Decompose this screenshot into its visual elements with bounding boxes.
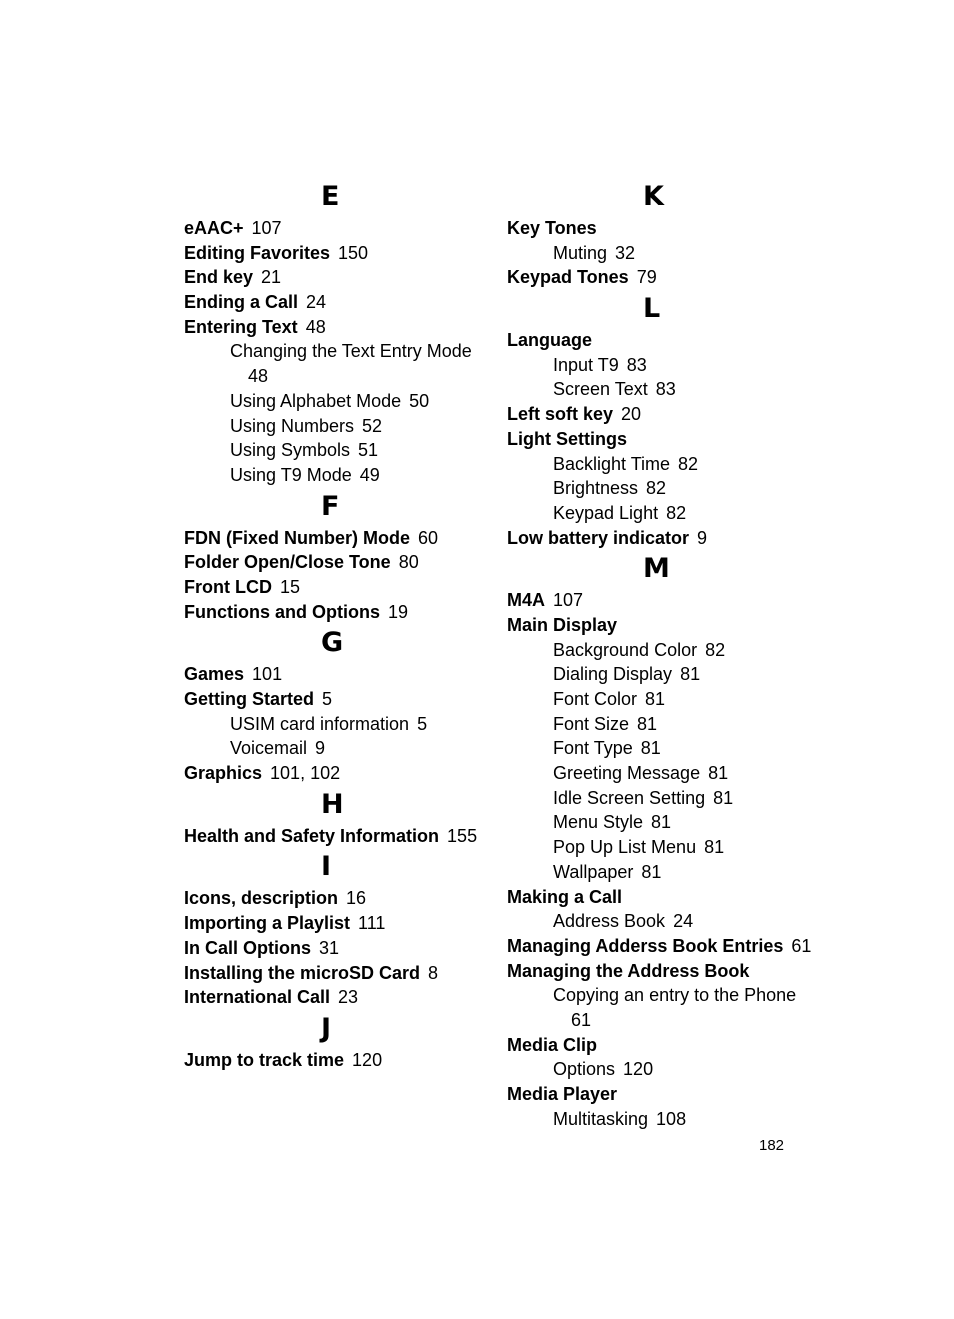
entry-term: Using Alphabet Mode xyxy=(230,390,402,411)
index-entry-installing-the-microsd-card xyxy=(184,961,474,986)
entry-term: FDN (Fixed Number) Mode xyxy=(184,527,411,548)
index-subentry-options xyxy=(507,1057,797,1082)
entry-term: International Call xyxy=(184,987,331,1008)
index-subentry-idle-screen-setting xyxy=(507,786,797,811)
entry-term: Address Book xyxy=(553,911,666,932)
entry-term: Keypad Light xyxy=(553,502,659,523)
index-subentry-background-color xyxy=(507,638,797,663)
index-subentry-using-numbers xyxy=(184,414,474,439)
page-reference: 48 xyxy=(248,366,269,387)
page-reference: 20 xyxy=(621,404,642,425)
page-reference: 51 xyxy=(358,440,379,461)
index-entry-jump-to-track-time xyxy=(184,1048,474,1073)
page-reference: 82 xyxy=(705,639,726,660)
entry-term: Importing a Playlist xyxy=(184,913,351,934)
section-letter-g: G xyxy=(321,627,344,659)
page-reference: 120 xyxy=(623,1059,654,1080)
page-reference: 111 xyxy=(358,913,386,934)
entry-term: Copying an entry to the Phone xyxy=(553,985,797,1006)
index-entry-health-and-safety-information xyxy=(184,824,478,849)
index-entry-low-battery-indicator xyxy=(507,526,797,551)
index-entry-ending-a-call xyxy=(184,290,474,315)
index-entry-managing-adderss-book-entries xyxy=(507,934,812,959)
page-reference: 81 xyxy=(713,787,734,808)
page-reference: 80 xyxy=(398,552,419,573)
page-reference: 81 xyxy=(640,738,661,759)
index-subentry-backlight-time xyxy=(507,452,797,477)
index-subentry-wallpaper xyxy=(507,860,797,885)
entry-term: Voicemail xyxy=(230,738,308,759)
index-entry-managing-the-address-book xyxy=(507,959,797,984)
entry-term: Managing the Address Book xyxy=(507,960,750,981)
entry-term: Low battery indicator xyxy=(507,527,690,548)
page-reference: 16 xyxy=(346,888,367,909)
page-reference: 82 xyxy=(678,453,699,474)
page-reference: 82 xyxy=(646,478,667,499)
index-entry-games xyxy=(184,662,474,687)
index-subentry-font-type xyxy=(507,736,797,761)
page-reference: 19 xyxy=(388,601,409,622)
index-continuation xyxy=(184,364,474,389)
index-entry-international-call xyxy=(184,985,474,1010)
index-entry-main-display xyxy=(507,613,797,638)
entry-term: In Call Options xyxy=(184,937,312,958)
page-reference: 61 xyxy=(791,935,812,956)
section-letter-k: K xyxy=(643,181,664,212)
page-reference: 82 xyxy=(666,502,687,523)
page-reference: 81 xyxy=(704,837,725,858)
section-letter-f: F xyxy=(321,490,340,522)
entry-term: Menu Style xyxy=(553,812,644,833)
page-reference: 32 xyxy=(615,242,636,263)
index-subentry-copying-an-entry-to-the-phone xyxy=(507,983,797,1008)
entry-term: Games xyxy=(184,664,245,685)
index-subentry-screen-text xyxy=(507,377,797,402)
entry-term: Font Color xyxy=(553,689,638,709)
page-reference: 23 xyxy=(338,987,359,1008)
index-subentry-menu-style xyxy=(507,810,797,835)
entry-term: Multitasking xyxy=(553,1108,649,1129)
entry-term: Media Clip xyxy=(507,1034,598,1055)
index-entry-graphics xyxy=(184,761,474,786)
page-reference: 21 xyxy=(261,267,282,288)
page-reference: 83 xyxy=(626,354,647,375)
index-column-left xyxy=(184,178,478,1073)
index-entry-key-tones xyxy=(507,216,797,241)
index-entry-editing-favorites xyxy=(184,241,474,266)
index-subentry-address-book xyxy=(507,909,797,934)
index-subentry-input-t9 xyxy=(507,353,797,378)
entry-term: Folder Open/Close Tone xyxy=(184,552,391,573)
page-reference: 9 xyxy=(315,738,326,759)
page-reference: 48 xyxy=(305,316,326,337)
entry-term: Using Symbols xyxy=(230,440,351,461)
index-entry-m4a xyxy=(507,588,797,613)
index-subentry-multitasking xyxy=(507,1107,797,1132)
index-entry-media-player xyxy=(507,1082,797,1107)
page-reference: 83 xyxy=(655,379,676,400)
entry-term: Screen Text xyxy=(553,379,648,400)
page-reference: 81 xyxy=(680,664,701,685)
page-reference: 52 xyxy=(362,415,383,436)
page-reference: 101 xyxy=(252,664,283,685)
index-subentry-brightness xyxy=(507,476,797,501)
index-entry-front-lcd xyxy=(184,575,474,600)
page-reference: 101, 102 xyxy=(270,763,341,784)
entry-term: Wallpaper xyxy=(553,861,634,882)
entry-term: Health and Safety Information xyxy=(184,825,440,846)
entry-term: Using Numbers xyxy=(230,415,355,436)
page-reference: 81 xyxy=(645,689,666,709)
entry-term: Front LCD xyxy=(184,576,272,597)
index-subentry-using-alphabet-mode xyxy=(184,389,474,414)
page-reference: 15 xyxy=(279,576,301,597)
page-reference: 5 xyxy=(417,713,428,734)
index-entry-light-settings xyxy=(507,427,797,452)
page-reference: 150 xyxy=(338,242,369,263)
page-reference: 8 xyxy=(428,962,439,983)
page-reference: 49 xyxy=(359,464,380,485)
page-reference: 107 xyxy=(553,590,584,611)
section-letter-e: E xyxy=(321,181,340,212)
entry-term: Pop Up List Menu xyxy=(553,837,697,858)
page-reference: 24 xyxy=(673,911,694,932)
entry-term: Greeting Message xyxy=(553,763,701,784)
index-entry-media-clip xyxy=(507,1033,797,1058)
entry-term: Installing the microSD Card xyxy=(184,962,421,983)
page-reference: 81 xyxy=(641,861,662,882)
entry-term: Functions and Options xyxy=(184,601,380,622)
index-entry-fdn-fixed-number-mode xyxy=(184,526,474,551)
index-entry-making-a-call xyxy=(507,885,797,910)
index-subentry-usim-card-information xyxy=(184,712,474,737)
page-reference: 61 xyxy=(571,1009,592,1030)
entry-term: Managing Adderss Book Entries xyxy=(507,935,784,956)
section-letter-i: I xyxy=(321,851,332,883)
entry-term: Language xyxy=(507,330,593,351)
entry-term: M4A xyxy=(507,590,546,611)
entry-term: Jump to track time xyxy=(184,1049,345,1070)
page-reference: 5 xyxy=(322,689,333,709)
entry-term: Dialing Display xyxy=(553,664,673,685)
entry-term: Media Player xyxy=(507,1084,618,1104)
section-letter-l: L xyxy=(643,293,661,325)
entry-term: USIM card information xyxy=(230,713,410,734)
index-subentry-greeting-message xyxy=(507,761,797,786)
page-reference: 120 xyxy=(352,1049,383,1070)
index-subentry-keypad-light xyxy=(507,501,797,526)
page-reference: 79 xyxy=(636,267,657,288)
entry-term: Getting Started xyxy=(184,689,315,709)
entry-term: Key Tones xyxy=(507,218,597,238)
page-reference: 155 xyxy=(447,825,478,846)
entry-term: Options xyxy=(553,1059,616,1080)
entry-term: Using T9 Mode xyxy=(230,464,352,485)
index-entry-entering-text xyxy=(184,315,474,340)
page-reference: 108 xyxy=(656,1108,687,1129)
index-entry-in-call-options xyxy=(184,936,474,961)
entry-term: Keypad Tones xyxy=(507,267,629,288)
entry-term: Muting xyxy=(553,242,608,263)
index-column-right xyxy=(507,178,812,1131)
entry-term: Changing the Text Entry Mode xyxy=(230,341,472,362)
index-entry-eaac xyxy=(184,216,474,241)
index-entry-language xyxy=(507,328,797,353)
index-subentry-muting xyxy=(507,241,797,266)
index-subentry-voicemail xyxy=(184,736,474,761)
entry-term: eAAC+ xyxy=(184,218,244,238)
index-entry-end-key xyxy=(184,265,474,290)
index-entry-icons-description xyxy=(184,886,474,911)
entry-term: Graphics xyxy=(184,763,263,784)
page-reference: 24 xyxy=(306,292,327,313)
index-subentry-using-t9-mode xyxy=(184,463,474,488)
page-reference: 81 xyxy=(637,713,658,734)
section-letter-h: H xyxy=(321,788,344,820)
page-reference: 31 xyxy=(319,937,340,958)
page-reference: 60 xyxy=(418,527,439,548)
index-entry-getting-started xyxy=(184,687,474,712)
entry-term: Brightness xyxy=(553,478,639,499)
entry-term: Light Settings xyxy=(507,428,627,449)
index-entry-left-soft-key xyxy=(507,402,797,427)
entry-term: Font Type xyxy=(553,738,633,759)
page-reference: 50 xyxy=(409,390,430,411)
index-subentry-using-symbols xyxy=(184,438,474,463)
index-entry-folder-open-close-tone xyxy=(184,550,474,575)
entry-term: Icons, description xyxy=(184,888,339,909)
index-subentry-changing-the-text-entry-mode xyxy=(184,339,474,364)
entry-term: Ending a Call xyxy=(184,292,299,313)
entry-term: Font Size xyxy=(553,713,630,734)
entry-term: End key xyxy=(184,267,254,288)
entry-term: Making a Call xyxy=(507,886,623,907)
page-reference: 81 xyxy=(651,812,672,833)
entry-term: Left soft key xyxy=(507,404,614,425)
page-reference: 81 xyxy=(708,763,729,784)
index-subentry-dialing-display xyxy=(507,662,797,687)
entry-term: Editing Favorites xyxy=(184,242,331,263)
index-entry-functions-and-options xyxy=(184,600,474,625)
index-subentry-pop-up-list-menu xyxy=(507,835,797,860)
entry-term: Main Display xyxy=(507,614,618,635)
index-continuation xyxy=(507,1008,797,1033)
section-letter-j: J xyxy=(321,1012,332,1044)
index-subentry-font-color xyxy=(507,687,797,712)
index-entry-keypad-tones xyxy=(507,265,797,290)
entry-term: Input T9 xyxy=(553,354,619,375)
entry-term: Backlight Time xyxy=(553,453,671,474)
page-number: 182 xyxy=(759,1137,785,1154)
index-entry-importing-a-playlist xyxy=(184,911,474,936)
page-reference: 9 xyxy=(697,527,708,548)
page-reference: 107 xyxy=(251,218,282,238)
entry-term: Background Color xyxy=(553,639,698,660)
entry-term: Entering Text xyxy=(184,316,298,337)
entry-term: Idle Screen Setting xyxy=(553,787,706,808)
index-subentry-font-size xyxy=(507,712,797,737)
section-letter-m: M xyxy=(643,553,670,585)
